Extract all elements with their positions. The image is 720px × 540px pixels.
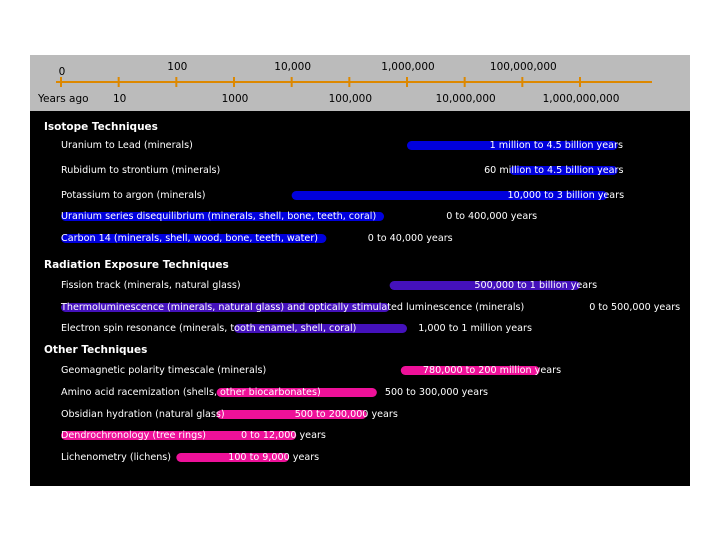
axis-tick-label-bottom: 1000	[221, 93, 249, 105]
method-label: Amino acid racemization (shells, other biocarbonates)	[61, 387, 321, 398]
axis-tick-label-top: 0	[58, 66, 66, 78]
axis-tick-label-bottom: 10	[112, 93, 127, 105]
method-label: Carbon 14 (minerals, shell, wood, bone, teeth, water)	[61, 233, 319, 244]
method-label: Fission track (minerals, natural glass)	[61, 280, 241, 291]
method-range-label: 1,000 to 1 million years	[418, 323, 532, 334]
method-range-label: 780,000 to 200 million years	[422, 365, 562, 376]
method-range-label: 10,000 to 3 billion years	[507, 190, 625, 201]
axis-tick-label-top: 100	[167, 61, 188, 73]
method-range-label: 0 to 500,000 years	[589, 302, 681, 313]
method-range-label: 0 to 400,000 years	[446, 211, 538, 222]
method-range-label: 500,000 to 1 billion years	[474, 280, 598, 291]
method-label: Geomagnetic polarity timescale (minerals)	[61, 365, 267, 376]
axis-tick-label-top: 10,000	[274, 61, 312, 73]
group-title: Isotope Techniques	[44, 121, 158, 133]
method-label: Rubidium to strontium (minerals)	[61, 165, 221, 176]
method-range-label: 60 million to 4.5 billion years	[484, 165, 624, 176]
method-range-label: 0 to 40,000 years	[367, 233, 453, 244]
axis-tick-label-bottom: 10,000,000	[435, 93, 496, 105]
method-range-label: 500 to 200,000 years	[294, 409, 398, 420]
method-label: Electron spin resonance (minerals, tooth enamel, shell, coral)	[61, 323, 357, 334]
method-range-label: 0 to 12,000 years	[241, 430, 326, 441]
group-title: Other Techniques	[44, 344, 148, 356]
axis-tick-label-top: 1,000,000	[381, 61, 435, 73]
axis-tick-label-bottom: 100,000	[328, 93, 373, 105]
axis-tick-label-bottom: 1,000,000,000	[542, 93, 620, 105]
method-range-label: 100 to 9,000 years	[228, 452, 320, 463]
method-range-label: 500 to 300,000 years	[384, 387, 489, 398]
method-label: Thermoluminescence (minerals, natural glass) and optically stimulated luminescence (minerals)	[61, 302, 525, 313]
method-label: Uranium series disequilibrium (minerals, shell, bone, teeth, coral)	[61, 211, 377, 222]
method-label: Dendrochronology (tree rings)	[61, 430, 206, 441]
axis-tick-label-top: 100,000,000	[489, 61, 557, 73]
method-label: Potassium to argon (minerals)	[61, 190, 206, 201]
axis-title: Years ago	[38, 93, 89, 105]
method-label: Lichenometry (lichens)	[61, 452, 172, 463]
method-label: Obsidian hydration (natural glass)	[61, 409, 225, 420]
method-label: Uranium to Lead (minerals)	[61, 140, 193, 151]
method-range-label: 1 million to 4.5 billion years	[489, 140, 623, 151]
group-title: Radiation Exposure Techniques	[44, 259, 229, 271]
